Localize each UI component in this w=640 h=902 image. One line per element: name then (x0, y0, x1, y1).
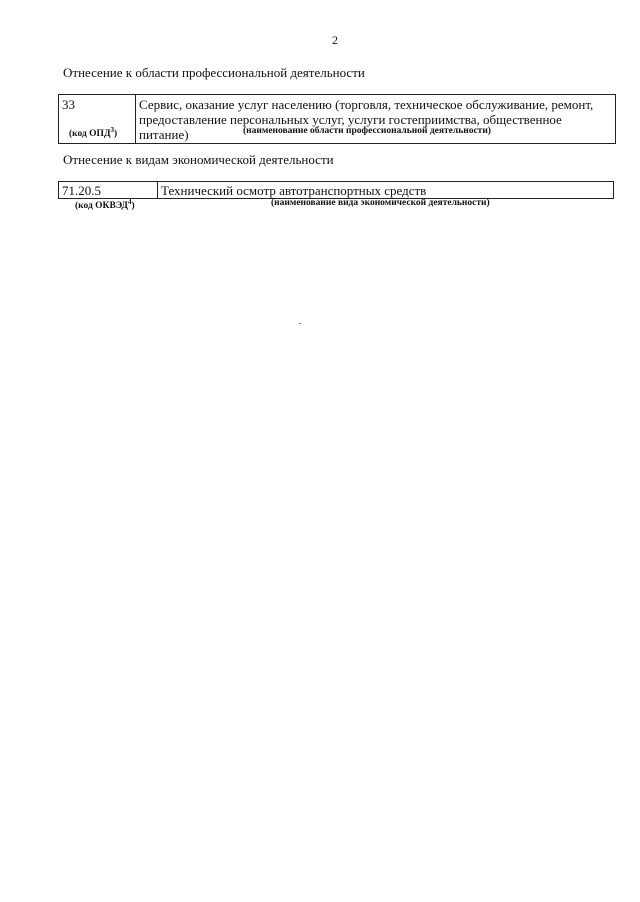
opd-code-caption-close: ) (113, 129, 118, 140)
footnote-4-marker: 4 (127, 198, 132, 206)
page-number: 2 (332, 33, 338, 47)
okved-code-caption-text: (код ОКВЭД (75, 201, 128, 212)
opd-name-cell (136, 95, 616, 144)
okved-table-row (59, 182, 614, 199)
opd-table-row (59, 95, 616, 144)
opd-code-caption-text: (код ОПД (69, 129, 111, 140)
opd-code-cell: 33 (59, 95, 136, 144)
opd-table (58, 94, 616, 144)
okved-name-caption: (наименование вида экономической деятельности) (271, 198, 490, 208)
okved-code-caption-close: ) (131, 201, 135, 212)
opd-name-line-1: Сервис, оказание услуг населению (торговля, техническое обслуживание, ремонт, (139, 97, 594, 112)
opd-name-caption: (наименование области профессиональной деятельности) (243, 126, 491, 136)
footnote-3-marker: 3 (110, 126, 114, 134)
okved-code-caption (75, 198, 135, 211)
opd-name-line-2: предоставление персональных услуг, услуги гостеприимства, общественное питание) (139, 112, 562, 142)
okved-code-cell: 71.20.5 (59, 182, 158, 199)
opd-code-caption (69, 126, 117, 139)
opd-section-heading: Отнесение к области профессиональной деятельности (63, 65, 365, 80)
okved-table (58, 181, 614, 199)
okved-name-cell: Технический осмотр автотранспортных средств (158, 182, 614, 199)
scan-speck (299, 323, 301, 324)
okved-section-heading: Отнесение к видам экономической деятельности (63, 152, 334, 167)
